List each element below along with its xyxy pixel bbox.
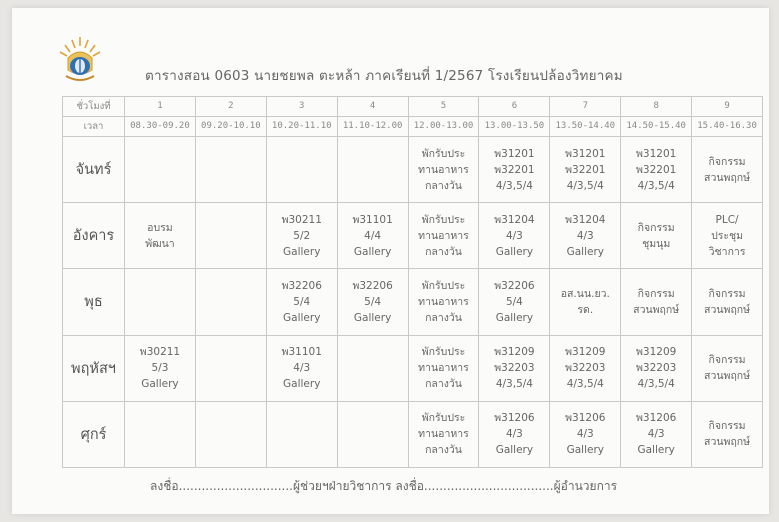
schedule-cell [692, 136, 763, 202]
period-time: 09.20-10.10 [195, 116, 266, 136]
schedule-cell [479, 401, 550, 467]
cell-line: Gallery [566, 444, 604, 457]
cell-line: กิจกรรม [708, 155, 746, 168]
cell-line: พักรับประ [421, 213, 466, 226]
schedule-cell [408, 335, 479, 401]
signature-line: ลงชื่อ..............................ผู้ช่วยฯฝ่ายวิชาการ ลงชื่อ..................................ผู้อำนวยการ [150, 479, 618, 493]
cell-line: 4/3 [576, 229, 594, 242]
period-time: 12.00-13.00 [408, 116, 479, 136]
schedule-cell [125, 335, 196, 401]
schedule-cell [692, 335, 763, 401]
cell-line: กลางวัน [425, 311, 462, 324]
schedule-cell [266, 203, 337, 269]
cell-line: กิจกรรม [637, 221, 675, 234]
period-time: 11.10-12.00 [337, 116, 408, 136]
period-number: 1 [125, 97, 196, 117]
cell-line: 5/4 [505, 295, 523, 308]
period-number: 6 [479, 97, 550, 117]
period-time: 13.00-13.50 [479, 116, 550, 136]
cell-line: 5/2 [293, 229, 311, 242]
schedule-cell [408, 136, 479, 202]
day-name: ศุกร์ [63, 401, 125, 467]
schedule-cell [408, 203, 479, 269]
cell-line: Gallery [637, 444, 675, 457]
cell-line: 4/3 [576, 428, 594, 441]
cell-line: 5/3 [151, 362, 169, 375]
cell-line: พ32206 [494, 279, 535, 292]
cell-line: 4/3,5/4 [495, 179, 533, 192]
cell-line: พ30211 [139, 346, 181, 359]
period-number: 5 [408, 97, 479, 117]
cell-line: พ32206 [281, 279, 322, 292]
period-time: 14.50-15.40 [621, 116, 692, 136]
cell-line: 4/3,5/4 [637, 179, 675, 192]
cell-line: 4/3,5/4 [637, 378, 675, 391]
cell-line: 5/4 [364, 295, 382, 308]
cell-line: กลางวัน [425, 378, 462, 391]
schedule-cell [621, 269, 692, 335]
day-name: จันทร์ [63, 136, 125, 202]
cell-line: ทานอาหาร [418, 163, 469, 176]
schedule-cell-empty [195, 401, 266, 467]
cell-line: พ32203 [565, 362, 606, 375]
day-name: พุธ [63, 269, 125, 335]
schedule-cell [550, 203, 621, 269]
cell-line: 4/4 [364, 229, 382, 242]
cell-line: Gallery [283, 311, 321, 324]
day-row [63, 401, 763, 467]
cell-line: 4/3,5/4 [566, 179, 604, 192]
schedule-cell [550, 269, 621, 335]
schedule-cell [337, 269, 408, 335]
cell-line: สวนพฤกษ์ [704, 171, 751, 184]
cell-line: พ32201 [565, 163, 606, 176]
period-header-label: ชั่วโมงที่ [63, 97, 125, 117]
schedule-cell [692, 401, 763, 467]
cell-line: พ32206 [352, 279, 393, 292]
time-header-label: เวลา [63, 116, 125, 136]
schedule-cell [621, 203, 692, 269]
cell-line: 4/3,5/4 [495, 378, 533, 391]
cell-line: ชุมนุม [642, 237, 671, 250]
cell-line: สวนพฤกษ์ [633, 303, 680, 316]
schedule-cell [479, 269, 550, 335]
day-row [63, 335, 763, 401]
cell-line: กิจกรรม [708, 354, 746, 367]
schedule-cell-empty [337, 136, 408, 202]
schedule-cell [125, 203, 196, 269]
cell-line: พ32201 [636, 163, 677, 176]
schedule-cell [408, 401, 479, 467]
document-page [12, 8, 769, 514]
period-time: 10.20-11.10 [266, 116, 337, 136]
cell-line: Gallery [495, 444, 534, 457]
schedule-cell [692, 203, 763, 269]
cell-line: พ30211 [281, 213, 322, 226]
cell-line: พ31204 [494, 213, 535, 226]
cell-line: 4/3 [505, 229, 523, 242]
cell-line: Gallery [495, 245, 534, 258]
cell-line: Gallery [141, 378, 179, 391]
cell-line: รด. [577, 303, 594, 316]
cell-line: พักรับประ [421, 279, 466, 292]
schedule-cell [621, 136, 692, 202]
cell-line: กลางวัน [425, 245, 462, 258]
period-time: 15.40-16.30 [692, 116, 763, 136]
cell-line: ทานอาหาร [418, 295, 469, 308]
day-row [63, 203, 763, 269]
schedule-cell [550, 136, 621, 202]
cell-line: PLC/ [715, 213, 739, 226]
cell-line: Gallery [566, 245, 604, 258]
schedule-cell [479, 335, 550, 401]
cell-line: พ31101 [281, 346, 322, 359]
cell-line: พ32203 [494, 362, 535, 375]
schedule-cell [479, 136, 550, 202]
cell-line: กิจกรรม [708, 420, 746, 433]
period-number: 3 [266, 97, 337, 117]
schedule-cell-empty [195, 269, 266, 335]
cell-line: พักรับประ [421, 412, 466, 425]
cell-line: 4/3 [647, 428, 665, 441]
schedule-cell-empty [125, 269, 196, 335]
schedule-cell-empty [266, 401, 337, 467]
cell-line: อบรม [147, 221, 173, 234]
cell-line: ประชุม [711, 229, 744, 242]
period-number: 8 [621, 97, 692, 117]
cell-line: พักรับประ [421, 346, 466, 359]
schedule-cell [479, 203, 550, 269]
cell-line: พ31201 [636, 147, 677, 160]
cell-line: ทานอาหาร [418, 362, 469, 375]
cell-line: พ31201 [494, 147, 535, 160]
cell-line: พ31209 [636, 346, 677, 359]
day-row [63, 269, 763, 335]
cell-line: พ31101 [352, 213, 393, 226]
cell-line: 4/3 [293, 362, 311, 375]
schedule-cell [621, 401, 692, 467]
cell-line: พ32203 [636, 362, 677, 375]
cell-line: สวนพฤกษ์ [704, 303, 751, 316]
cell-line: พ32201 [494, 163, 535, 176]
school-emblem-icon [54, 34, 106, 86]
cell-line: อส.นน.ยว. [560, 287, 610, 300]
cell-line: พ31209 [565, 346, 606, 359]
period-number: 4 [337, 97, 408, 117]
cell-line: กิจกรรม [708, 287, 746, 300]
cell-line: Gallery [283, 245, 321, 258]
cell-line: พ31206 [636, 412, 677, 425]
schedule-cell-empty [266, 136, 337, 202]
cell-line: กลางวัน [425, 179, 462, 192]
cell-line: ทานอาหาร [418, 229, 469, 242]
cell-line: กลางวัน [425, 444, 462, 457]
schedule-cell [266, 335, 337, 401]
schedule-cell-empty [195, 203, 266, 269]
cell-line: พ31206 [494, 412, 535, 425]
cell-line: 5/4 [293, 295, 311, 308]
day-name: อังคาร [63, 203, 125, 269]
cell-line: Gallery [283, 378, 321, 391]
cell-line: พ31204 [565, 213, 606, 226]
cell-line: พัฒนา [145, 237, 175, 250]
period-number: 9 [692, 97, 763, 117]
period-time: 08.30-09.20 [125, 116, 196, 136]
schedule-cell [337, 203, 408, 269]
cell-line: Gallery [495, 311, 534, 324]
cell-line: พักรับประ [421, 147, 466, 160]
schedule-cell [692, 269, 763, 335]
cell-line: พ31209 [494, 346, 535, 359]
schedule-cell-empty [125, 136, 196, 202]
page-title: ตารางสอน 0603 นายชยพล ตะหล้า ภาคเรียนที่ 1/2567 โรงเรียนปล้องวิทยาคม [145, 68, 623, 84]
cell-line: 4/3,5/4 [566, 378, 604, 391]
day-name: พฤหัสฯ [63, 335, 125, 401]
schedule-cell [266, 269, 337, 335]
schedule-table [62, 96, 763, 468]
cell-line: พ31201 [565, 147, 606, 160]
cell-line: สวนพฤกษ์ [704, 370, 751, 383]
time-header-row [63, 116, 763, 136]
cell-line: สวนพฤกษ์ [704, 436, 751, 449]
period-header-row [63, 97, 763, 117]
period-number: 7 [550, 97, 621, 117]
cell-line: วิชาการ [708, 245, 746, 258]
period-time: 13.50-14.40 [550, 116, 621, 136]
schedule-cell [408, 269, 479, 335]
period-number: 2 [195, 97, 266, 117]
schedule-cell [550, 335, 621, 401]
cell-line: Gallery [353, 311, 392, 324]
schedule-cell-empty [195, 136, 266, 202]
cell-line: 4/3 [505, 428, 523, 441]
cell-line: Gallery [353, 245, 392, 258]
schedule-cell-empty [337, 401, 408, 467]
schedule-cell [550, 401, 621, 467]
schedule-cell-empty [195, 335, 266, 401]
cell-line: กิจกรรม [637, 287, 675, 300]
day-row [63, 136, 763, 202]
schedule-cell-empty [337, 335, 408, 401]
schedule-cell-empty [125, 401, 196, 467]
cell-line: ทานอาหาร [418, 428, 469, 441]
schedule-cell [621, 335, 692, 401]
cell-line: พ31206 [565, 412, 606, 425]
